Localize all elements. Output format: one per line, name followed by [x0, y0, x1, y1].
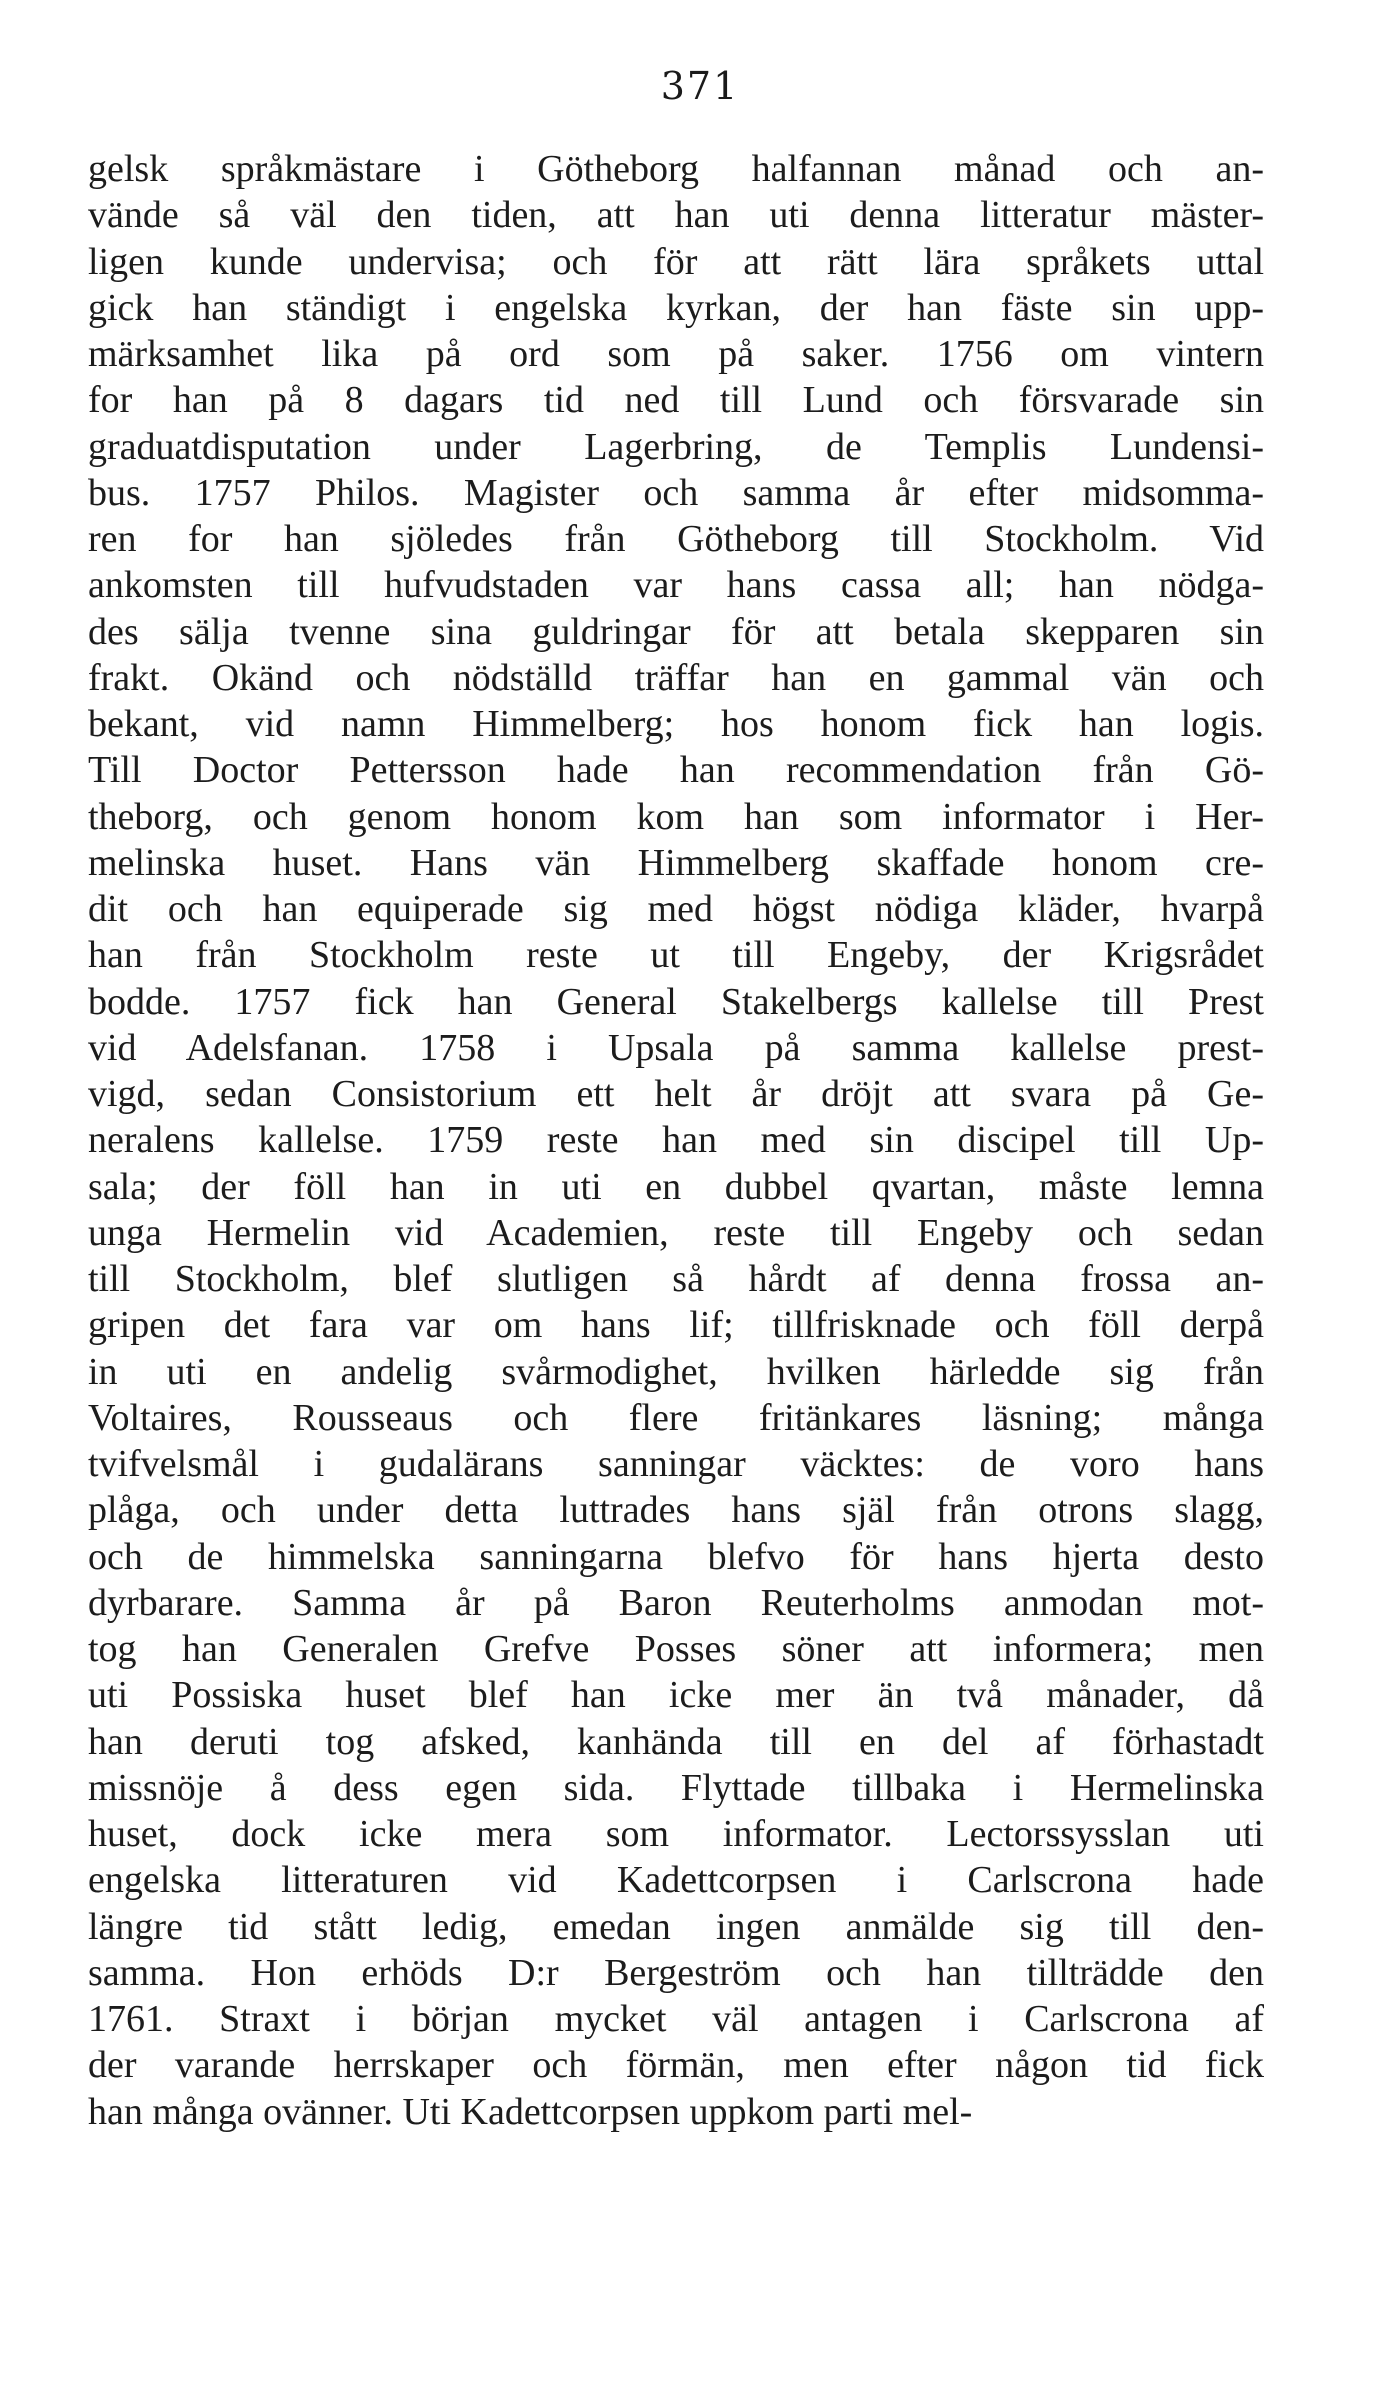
text-line: theborg, och genom honom kom han som informator i Her-	[88, 795, 1264, 838]
text-line: der varande herrskaper och förmän, men efter någon tid fick	[88, 2044, 1264, 2087]
text-line: tog han Generalen Grefve Posses söner att informera; men	[88, 1628, 1264, 1670]
text-line: melinska huset. Hans vän Himmelberg skaffade honom cre-	[88, 841, 1264, 884]
text-line: frakt. Okänd och nödställd träffar han en gammal vän och	[88, 656, 1264, 699]
text-line: Voltaires, Rousseaus och flere fritänkares läsning; många	[88, 1396, 1264, 1439]
text-line: huset, dock icke mera som informator. Lectorssysslan uti	[88, 1813, 1264, 1855]
text-line: vid Adelsfanan. 1758 i Upsala på samma kallelse prest-	[88, 1026, 1264, 1069]
text-line: Till Doctor Pettersson hade han recommendation från Gö-	[88, 749, 1264, 792]
text-line: missnöje å dess egen sida. Flyttade tillbaka i Hermelinska	[88, 1766, 1264, 1809]
text-line: han deruti tog afsked, kanhända till en del af förhastadt	[88, 1720, 1264, 1763]
text-line: ankomsten till hufvudstaden var hans cassa all; han nödga-	[88, 564, 1264, 607]
text-line: plåga, och under detta luttrades hans själ från otrons slagg,	[88, 1489, 1264, 1532]
text-line: och de himmelska sanningarna blefvo för hans hjerta desto	[88, 1535, 1264, 1578]
text-line: vigd, sedan Consistorium ett helt år dröjt att svara på Ge-	[88, 1073, 1264, 1115]
text-line: längre tid stått ledig, emedan ingen anmälde sig till den-	[88, 1905, 1264, 1948]
body-text	[88, 146, 1264, 2135]
text-line: in uti en andelig svårmodighet, hvilken härledde sig från	[88, 1350, 1264, 1393]
text-line: ligen kunde undervisa; och för att rätt lära språkets uttal	[88, 240, 1264, 283]
text-line: han från Stockholm reste ut till Engeby, der Krigsrådet	[88, 934, 1264, 977]
text-line: gick han ständigt i engelska kyrkan, der han fäste sin upp-	[88, 286, 1264, 329]
text-line: 1761. Straxt i början mycket väl antagen i Carlscrona af	[88, 1998, 1264, 2040]
text-line: dyrbarare. Samma år på Baron Reuterholms anmodan mot-	[88, 1581, 1264, 1624]
text-line: gelsk språkmästare i Götheborg halfannan månad och an-	[88, 148, 1264, 190]
text-line: neralens kallelse. 1759 reste han med sin discipel till Up-	[88, 1119, 1264, 1162]
text-line: for han på 8 dagars tid ned till Lund och försvarade sin	[88, 379, 1264, 422]
text-line: engelska litteraturen vid Kadettcorpsen i Carlscrona hade	[88, 1859, 1264, 1902]
text-line: tvifvelsmål i gudalärans sanningar väcktes: de voro hans	[88, 1443, 1264, 1485]
text-line: dit och han equiperade sig med högst nödiga kläder, hvarpå	[88, 888, 1264, 930]
text-line: ren for han sjöledes från Götheborg till Stockholm. Vid	[88, 518, 1264, 560]
text-line: han många ovänner. Uti Kadettcorpsen uppkom parti mel-	[88, 2090, 973, 2133]
text-line: bodde. 1757 fick han General Stakelbergs kallelse till Prest	[88, 980, 1264, 1023]
text-line: till Stockholm, blef slutligen så hårdt af denna frossa an-	[88, 1258, 1264, 1300]
text-line: graduatdisputation under Lagerbring, de Templis Lundensi-	[88, 425, 1264, 468]
text-line: samma. Hon erhöds D:r Bergeström och han tillträdde den	[88, 1951, 1264, 1994]
text-line: des sälja tvenne sina guldringar för att betala skepparen sin	[88, 610, 1264, 653]
text-line: uti Possiska huset blef han icke mer än två månader, då	[88, 1674, 1264, 1717]
page-number: 371	[660, 64, 740, 108]
text-line: vände så väl den tiden, att han uti denna litteratur mäster-	[88, 194, 1264, 237]
text-line: unga Hermelin vid Academien, reste till Engeby och sedan	[88, 1211, 1264, 1254]
text-line: bekant, vid namn Himmelberg; hos honom fick han logis.	[88, 703, 1264, 745]
text-line: märksamhet lika på ord som på saker. 1756 om vintern	[88, 333, 1264, 375]
text-line: gripen det fara var om hans lif; tillfrisknade och föll derpå	[88, 1304, 1264, 1347]
text-line: bus. 1757 Philos. Magister och samma år efter midsomma-	[88, 471, 1264, 514]
text-line: sala; der föll han in uti en dubbel qvartan, måste lemna	[88, 1165, 1264, 1208]
